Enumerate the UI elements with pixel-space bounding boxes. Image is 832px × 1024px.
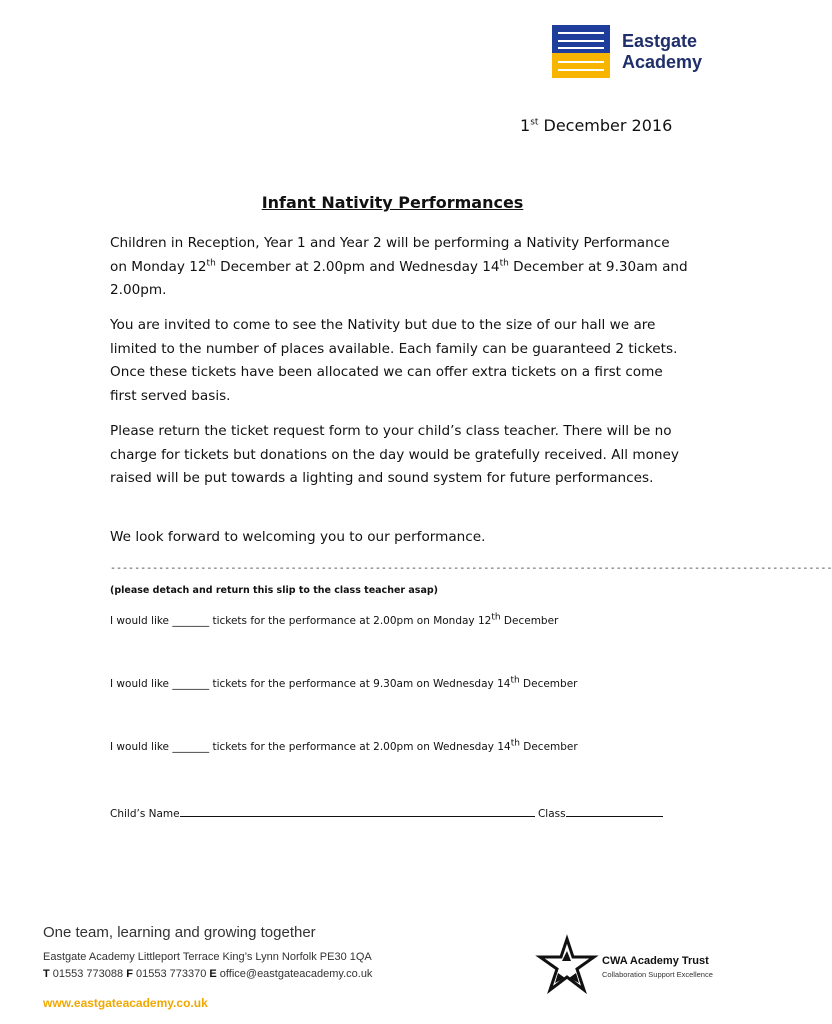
cut-line: ------------------------------------------------------------------------------------------------------------------------ bbox=[110, 563, 832, 574]
eastgate-logo-mark bbox=[552, 25, 610, 78]
ticket-request-wednesday-2pm[interactable]: I would like _______ tickets for the performance at 2.00pm on Wednesday 14th December bbox=[110, 738, 578, 753]
letter-date: 1st December 2016 bbox=[520, 116, 673, 135]
ticket-request-monday-2pm[interactable]: I would like _______ tickets for the performance at 2.00pm on Monday 12th December bbox=[110, 612, 559, 627]
eastgate-logo-text: Eastgate Academy bbox=[622, 31, 703, 72]
trust-name: CWA Academy Trust bbox=[602, 955, 709, 967]
paragraph-return-form: Please return the ticket request form to your child’s class teacher. There will be no charge for tickets but donations on the day would be gratefully received. All money raised will be put towards a lighting and sound system for future performances. bbox=[110, 423, 679, 486]
footer-contact: T 01553 773088 F 01553 773370 E office@eastgateacademy.co.uk bbox=[43, 968, 373, 980]
cwa-star-logo-icon bbox=[538, 937, 596, 992]
footer-tagline: One team, learning and growing together bbox=[43, 924, 316, 941]
footer-website-link[interactable]: www.eastgateacademy.co.uk bbox=[43, 996, 208, 1010]
class-field[interactable] bbox=[566, 805, 663, 817]
child-name-class-row bbox=[110, 805, 663, 820]
class-label: Class bbox=[534, 808, 566, 820]
child-name-label: Child’s Name bbox=[110, 808, 180, 820]
paragraph-performance-dates: Children in Reception, Year 1 and Year 2 will be performing a Nativity Performance on Monday 12th December at 2.00pm and Wednesday 14th December at 9.30am and 2.00pm. bbox=[110, 235, 688, 298]
letter-title: Infant Nativity Performances bbox=[261, 193, 524, 212]
paragraph-closing: We look forward to welcoming you to our performance. bbox=[110, 529, 486, 545]
footer-address: Eastgate Academy Littleport Terrace King’s Lynn Norfolk PE30 1QA bbox=[43, 951, 372, 963]
child-name-field[interactable] bbox=[180, 805, 535, 817]
ticket-request-wednesday-930am[interactable]: I would like _______ tickets for the performance at 9.30am on Wednesday 14th December bbox=[110, 675, 578, 690]
paragraph-invitation: You are invited to come to see the Nativity but due to the size of our hall we are limited to the number of places available. Each family can be guaranteed 2 tickets. Once these tickets have been allocated we can offer extra tickets on a first come first served basis. bbox=[110, 317, 678, 404]
detach-note: (please detach and return this slip to the class teacher asap) bbox=[110, 585, 439, 596]
trust-motto: Collaboration Support Excellence bbox=[602, 970, 713, 979]
